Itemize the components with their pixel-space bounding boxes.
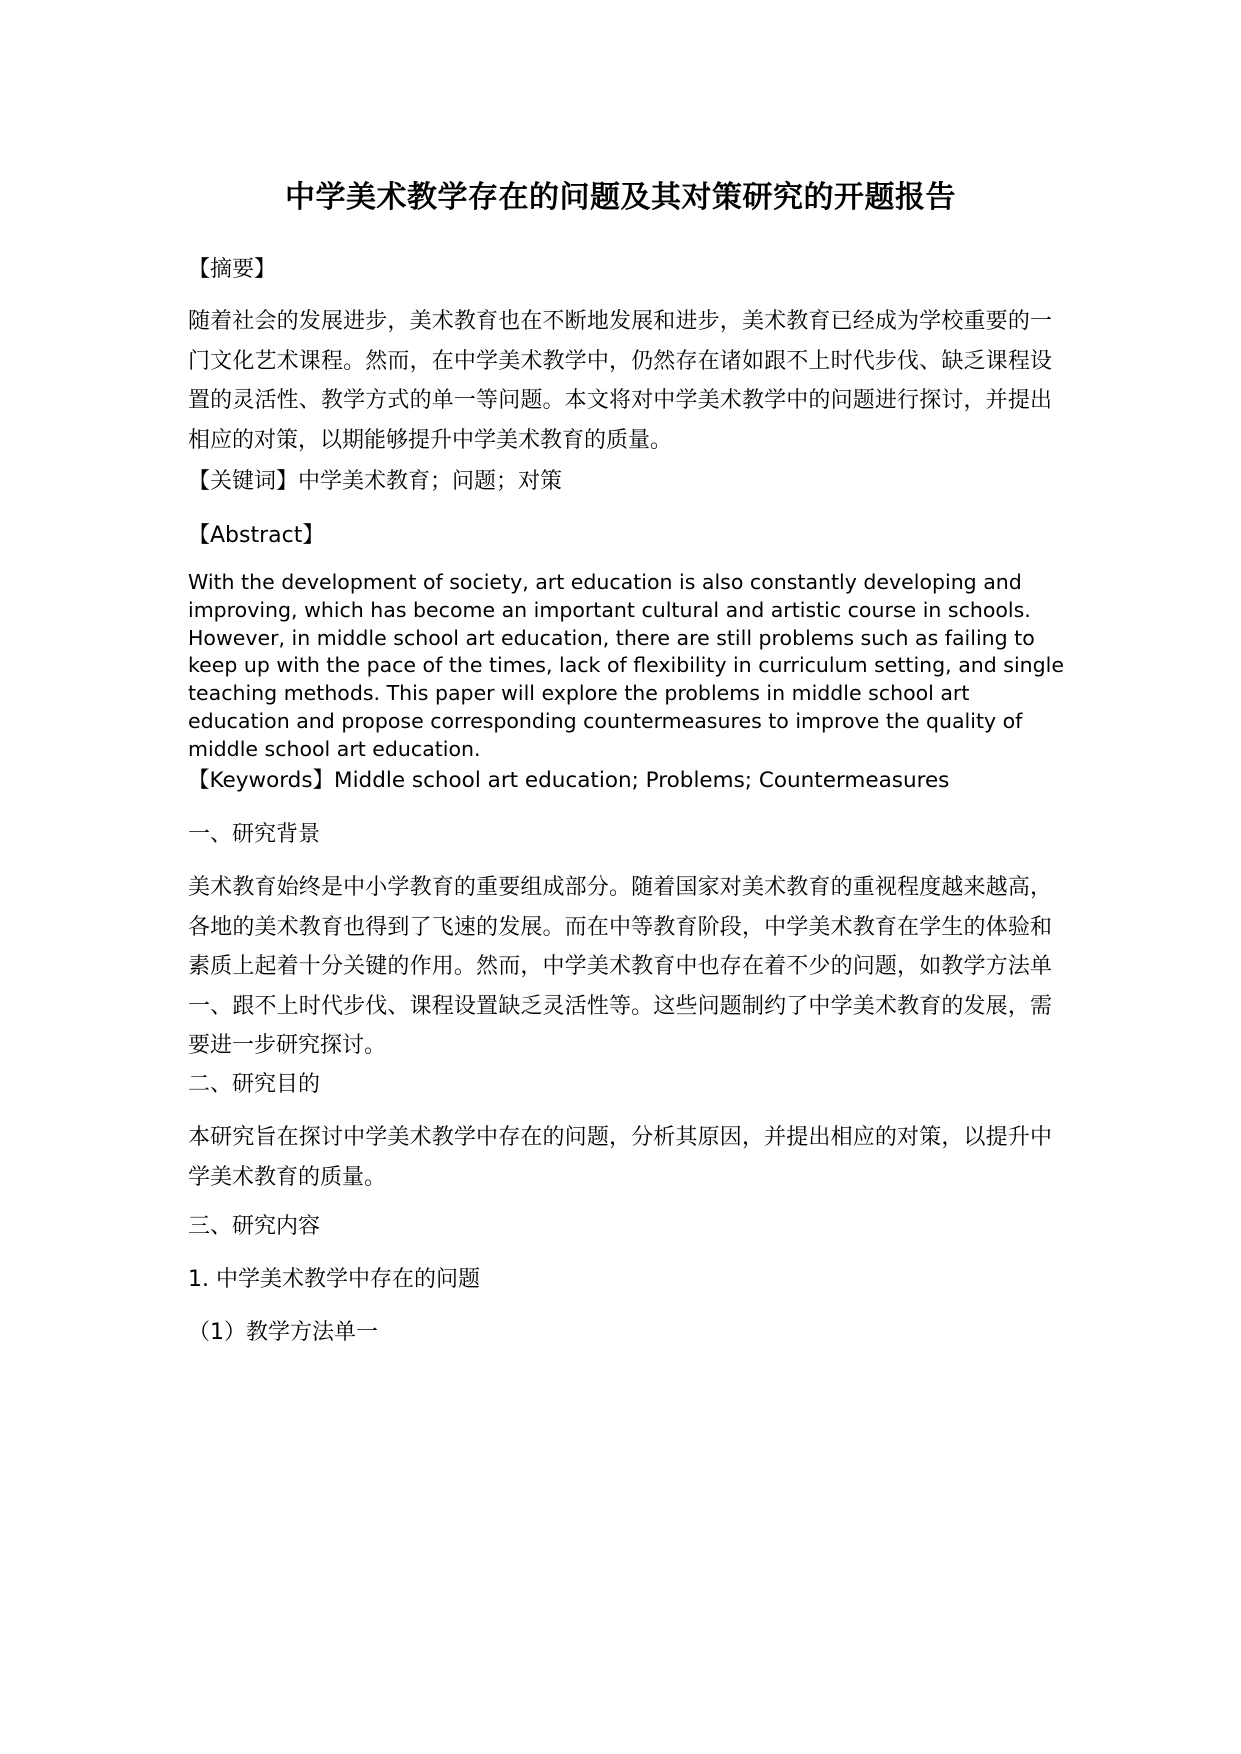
abstract-heading: 【摘要】	[188, 257, 277, 282]
section-2-text: 本研究旨在探讨中学美术教学中存在的问题，分析其原因，并提出相应的对策，以提升中学美术教育的质量。	[188, 1125, 1052, 1190]
section-1-text: 美术教育始终是中小学教育的重要组成部分。随着国家对美术教育的重视程度越来越高，各地的美术教育也得到了飞速的发展。而在中等教育阶段，中学美术教育在学生的体验和素质上起着十分关键的作用。然而，中学美术教育中也存在着不少的问题，如教学方法单一、跟不上时代步伐、课程设置缺乏灵活性等。这些问题制约了中学美术教育的发展，需要进一步研究探讨。	[188, 875, 1052, 1058]
section-2-heading: 二、研究目的	[188, 1072, 321, 1097]
section-1-heading: 一、研究背景	[188, 822, 321, 847]
section-3-heading: 三、研究内容	[188, 1214, 321, 1239]
subsubsection-1-heading: （1）教学方法单一	[188, 1320, 378, 1345]
abstract-text: 随着社会的发展进步，美术教育也在不断地发展和进步，美术教育已经成为学校重要的一门文化艺术课程。然而，在中学美术教学中，仍然存在诸如跟不上时代步伐、缺乏课程设置的灵活性、教学方式的单一等问题。本文将对中学美术教学中的问题进行探讨，并提出相应的对策，以期能够提升中学美术教育的质量。	[188, 309, 1052, 453]
document-title: 中学美术教学存在的问题及其对策研究的开题报告	[285, 180, 956, 215]
subsection-1-heading: 1. 中学美术教学中存在的问题	[188, 1267, 480, 1292]
abstract-en-heading: 【Abstract】	[188, 523, 325, 548]
keywords-cn: 【关键词】中学美术教育；问题；对策	[188, 469, 563, 494]
keywords-en: 【Keywords】Middle school art education; Problems; Countermeasures	[188, 768, 950, 793]
abstract-en-text: With the development of society, art education is also constantly developing and improving, which has become an important cultural and artistic course in schools. However, in middle school art education, there are still problems such as failing to keep up with the pace of the times, lack of flexibility in curriculum setting, and single teaching methods. This paper will explore the problems in middle school art education and propose corresponding countermeasures to improve the quality of middle school art education.	[188, 570, 1064, 761]
